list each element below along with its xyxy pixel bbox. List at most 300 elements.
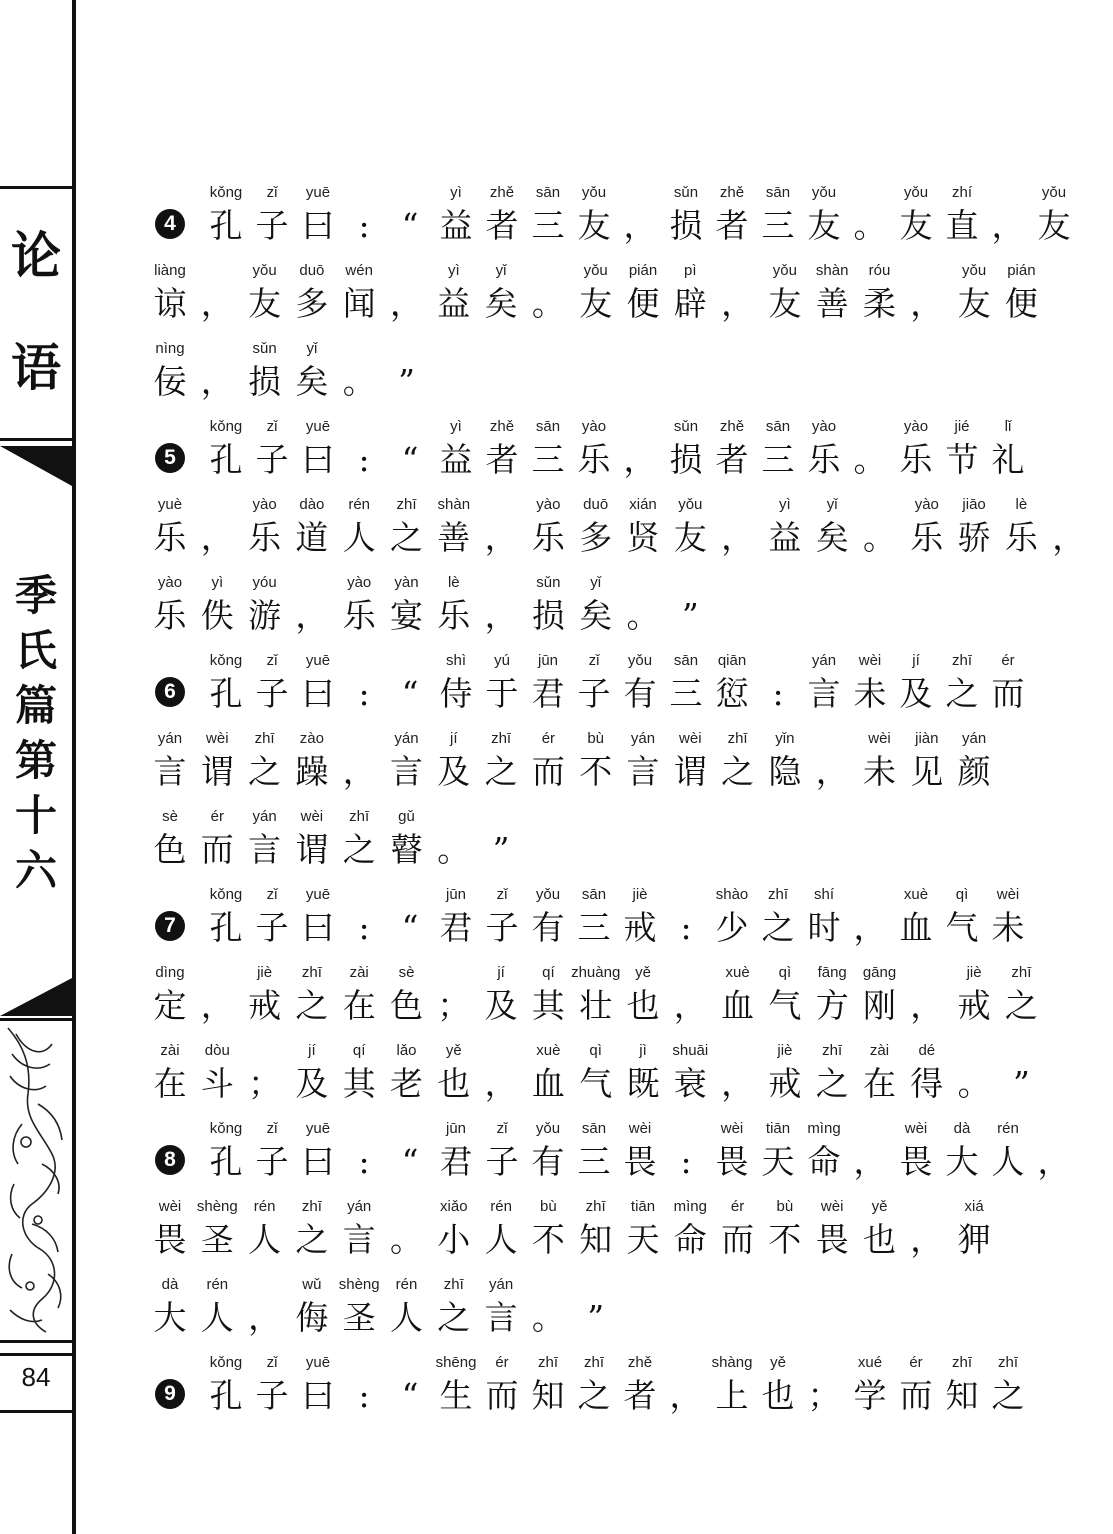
hanzi: 道: [295, 518, 329, 557]
hanzi: 圣: [342, 1298, 376, 1337]
hanzi: 血: [899, 908, 933, 947]
pinyin: yǒu: [1041, 184, 1067, 201]
pinyin: yán: [811, 652, 837, 669]
pinyin: xuè: [725, 964, 750, 981]
hanzi: 畏: [715, 1142, 749, 1181]
hanzi: 多: [579, 518, 613, 557]
hanzi: 子: [255, 440, 289, 479]
ruby-char: [984, 648, 1032, 714]
hanzi: 言: [153, 752, 187, 791]
hanzi: “: [401, 1142, 419, 1181]
pinyin: jūn: [537, 652, 559, 669]
hanzi: 定: [153, 986, 187, 1025]
hanzi: ，: [200, 284, 234, 323]
hanzi: 气: [768, 986, 802, 1025]
pinyin: wèi: [996, 886, 1020, 903]
pinyin: zhī: [767, 886, 788, 903]
hanzi: “: [401, 440, 419, 479]
pinyin: liàng: [154, 262, 186, 279]
pinyin: sān: [673, 652, 699, 669]
pinyin: zǐ: [266, 1354, 278, 1371]
hanzi: ”: [398, 362, 415, 401]
pinyin: zǐ: [266, 1120, 278, 1137]
text-line: [150, 258, 1038, 336]
pinyin: zhī: [537, 1354, 558, 1371]
pinyin: zhī: [254, 730, 275, 747]
pinyin: wèi: [300, 808, 324, 825]
hanzi: 友: [807, 206, 841, 245]
pinyin: yǐ: [590, 574, 602, 591]
text-line: [150, 882, 1025, 960]
pinyin: sān: [535, 184, 561, 201]
hanzi: 其: [531, 986, 565, 1025]
hanzi: 不: [579, 752, 613, 791]
hanzi: 便: [626, 284, 660, 323]
hanzi: 友: [579, 284, 613, 323]
pinyin: duō: [299, 262, 325, 279]
hanzi: 佚: [200, 596, 234, 635]
black-band-bottom: [0, 978, 72, 1016]
pinyin: wèi: [820, 1198, 844, 1215]
pinyin: yuē: [305, 418, 331, 435]
black-band-top: [0, 446, 72, 486]
hanzi: ；: [807, 1376, 841, 1415]
pinyin: zhě: [627, 1354, 653, 1371]
pinyin: qiān: [717, 652, 747, 669]
hanzi: 谓: [200, 752, 234, 791]
hanzi: 乐: [153, 518, 187, 557]
hanzi: ，: [342, 752, 376, 791]
ruby-char: [984, 414, 1032, 480]
hanzi: 瞽: [390, 830, 423, 869]
pinyin: pián: [628, 262, 658, 279]
hanzi: ，: [623, 440, 657, 479]
hanzi: 之: [390, 518, 423, 557]
pinyin: zhī: [727, 730, 748, 747]
hanzi: 便: [1004, 284, 1038, 323]
pinyin: tiān: [630, 1198, 656, 1215]
hanzi: 。: [863, 518, 896, 557]
pinyin: nìng: [155, 340, 185, 357]
pinyin: yǒu: [581, 184, 607, 201]
hanzi: 之: [721, 752, 755, 791]
hanzi: ”: [587, 1298, 605, 1337]
divider: [0, 1410, 76, 1413]
pinyin: tiān: [765, 1120, 791, 1137]
pinyin: yán: [489, 1276, 514, 1293]
pinyin: yào: [347, 574, 372, 591]
hanzi: 曰: [301, 1376, 335, 1415]
pinyin: jūn: [445, 886, 467, 903]
pinyin: dào: [299, 496, 325, 513]
hanzi: 壮: [579, 986, 613, 1025]
pinyin: lǐ: [1004, 418, 1012, 435]
hanzi: 血: [531, 1064, 565, 1103]
pinyin: jì: [639, 1042, 647, 1059]
hanzi: 躁: [295, 752, 329, 791]
hanzi: ，: [1037, 1142, 1071, 1181]
pinyin: sān: [765, 418, 791, 435]
ruby-char: [1030, 1116, 1078, 1182]
pinyin: yǒu: [903, 184, 929, 201]
hanzi: 而: [721, 1220, 755, 1259]
margin-rule: [72, 0, 76, 1534]
hanzi: 隐: [768, 752, 802, 791]
paragraph-number: 4: [155, 209, 185, 239]
hanzi: 而: [485, 1376, 519, 1415]
text-line: [150, 726, 991, 804]
hanzi: 言: [626, 752, 660, 791]
hanzi: 孔: [209, 1142, 243, 1181]
hanzi: 曰: [301, 674, 335, 713]
hanzi: 者: [715, 206, 749, 245]
hanzi: 不: [768, 1220, 802, 1259]
hanzi: ，: [390, 284, 423, 323]
hanzi: 损: [669, 440, 703, 479]
pinyin: zǐ: [266, 652, 278, 669]
pinyin: yàn: [394, 574, 419, 591]
pinyin: sān: [535, 418, 561, 435]
hanzi: ，: [484, 596, 518, 635]
hanzi: 学: [853, 1376, 887, 1415]
pinyin: zhī: [822, 1042, 843, 1059]
hanzi: 畏: [153, 1220, 187, 1259]
pinyin: shàng: [711, 1354, 753, 1371]
pinyin: yán: [630, 730, 656, 747]
pinyin: [646, 570, 734, 596]
pinyin: [977, 1038, 1065, 1064]
hanzi: 闻: [342, 284, 376, 323]
hanzi: ，: [991, 206, 1025, 245]
pinyin: gǔ: [398, 808, 415, 825]
pinyin: yě: [445, 1042, 462, 1059]
hanzi: 骄: [957, 518, 991, 557]
hanzi: 知: [531, 1376, 565, 1415]
pinyin: yǒu: [811, 184, 837, 201]
hanzi: 辟: [673, 284, 707, 323]
hanzi: 之: [1004, 986, 1038, 1025]
pinyin: dòu: [204, 1042, 230, 1059]
pinyin: ér: [210, 808, 224, 825]
hanzi: 子: [255, 908, 289, 947]
hanzi: 柔: [863, 284, 896, 323]
pinyin: yán: [252, 808, 277, 825]
text-line: [150, 1038, 1030, 1116]
hanzi: 曰: [301, 1142, 335, 1181]
pinyin: dìng: [155, 964, 185, 981]
hanzi: 人: [200, 1298, 234, 1337]
hanzi: 方: [815, 986, 849, 1025]
hanzi: 三: [577, 1142, 611, 1181]
hanzi: 。: [531, 284, 565, 323]
text-line: [150, 492, 1086, 570]
pinyin: jí: [450, 730, 458, 747]
pinyin: yào: [581, 418, 607, 435]
text-line: [150, 648, 1025, 726]
hanzi: 时: [807, 908, 841, 947]
hanzi: 大: [153, 1298, 187, 1337]
pinyin: sǔn: [673, 184, 699, 201]
pinyin: zhī: [443, 1276, 464, 1293]
hanzi: ，: [295, 596, 329, 635]
book-title: [0, 200, 72, 424]
pinyin: qì: [589, 1042, 602, 1059]
hanzi: 。: [626, 596, 660, 635]
hanzi: ，: [853, 908, 887, 947]
hanzi: 三: [669, 674, 703, 713]
hanzi: 未: [991, 908, 1025, 947]
pinyin: jiàn: [915, 730, 939, 747]
pinyin: jūn: [445, 1120, 467, 1137]
hanzi: :: [358, 674, 370, 713]
pinyin: sǔn: [673, 418, 699, 435]
ruby-char: [984, 882, 1032, 948]
hanzi: 。: [531, 1298, 565, 1337]
pinyin: yán: [962, 730, 987, 747]
pinyin: qì: [955, 886, 969, 903]
hanzi: 斗: [200, 1064, 234, 1103]
hanzi: 益: [439, 206, 473, 245]
pinyin: yǒu: [535, 1120, 561, 1137]
hanzi: 及: [437, 752, 471, 791]
hanzi: 畏: [623, 1142, 657, 1181]
pinyin: yuē: [305, 184, 331, 201]
pinyin: yǒu: [627, 652, 653, 669]
pinyin: lè: [1015, 496, 1028, 513]
hanzi: :: [358, 908, 370, 947]
hanzi: 知: [579, 1220, 613, 1259]
hanzi: 子: [485, 1142, 519, 1181]
hanzi: 不: [531, 1220, 565, 1259]
hanzi: 曰: [301, 206, 335, 245]
hanzi: 乐: [248, 518, 282, 557]
divider: [0, 1340, 76, 1343]
hanzi: 上: [715, 1376, 749, 1415]
pinyin: shì: [445, 652, 466, 669]
pinyin: qí: [542, 964, 555, 981]
hanzi: :: [358, 1376, 370, 1415]
hanzi: 有: [531, 1142, 565, 1181]
hanzi: 衰: [673, 1064, 707, 1103]
pinyin: yǒu: [772, 262, 797, 279]
text-line: [150, 1116, 1071, 1194]
hanzi: 。: [342, 362, 376, 401]
pinyin: sān: [581, 1120, 607, 1137]
pinyin: zhī: [583, 1354, 604, 1371]
pinyin: zǐ: [496, 1120, 508, 1137]
pinyin: dé: [918, 1042, 936, 1059]
hanzi: 也: [626, 986, 660, 1025]
pinyin: yào: [811, 418, 837, 435]
hanzi: ，: [910, 1220, 944, 1259]
paragraph-number: 5: [155, 443, 185, 473]
pinyin: zhě: [489, 184, 515, 201]
pinyin: dà: [953, 1120, 971, 1137]
pinyin: lè: [447, 574, 460, 591]
hanzi: 君: [439, 1142, 473, 1181]
hanzi: 未: [853, 674, 887, 713]
pinyin: qì: [778, 964, 792, 981]
paragraph-number: 9: [155, 1379, 185, 1409]
hanzi: 在: [342, 986, 376, 1025]
pinyin: rén: [206, 1276, 229, 1293]
ruby-char: [477, 804, 525, 870]
pinyin: lǎo: [396, 1042, 417, 1059]
hanzi: 游: [248, 596, 282, 635]
hanzi: 色: [153, 830, 187, 869]
hanzi: 言: [390, 752, 423, 791]
main-text: [150, 180, 1086, 1428]
text-line: [150, 960, 1038, 1038]
hanzi: 戒: [623, 908, 657, 947]
hanzi: 及: [899, 674, 933, 713]
pinyin: zhuàng: [571, 964, 621, 981]
hanzi: 在: [153, 1064, 187, 1103]
hanzi: 佞: [153, 362, 187, 401]
ruby-char: [1030, 180, 1078, 246]
hanzi: 言: [807, 674, 841, 713]
hanzi: 畏: [899, 1142, 933, 1181]
hanzi: 也: [761, 1376, 795, 1415]
pinyin: sè: [398, 964, 415, 981]
hanzi: 。: [853, 440, 887, 479]
hanzi: ，: [721, 1064, 755, 1103]
hanzi: 孔: [209, 1376, 243, 1415]
pinyin: shèng: [338, 1276, 380, 1293]
hanzi: 天: [761, 1142, 795, 1181]
hanzi: 矣: [484, 284, 518, 323]
hanzi: 节: [945, 440, 979, 479]
pinyin: zhī: [301, 964, 322, 981]
hanzi: 友: [673, 518, 707, 557]
pinyin: yuē: [305, 1354, 331, 1371]
pinyin: xián: [629, 496, 657, 513]
pinyin: zài: [160, 1042, 180, 1059]
hanzi: 曰: [301, 908, 335, 947]
pinyin: qí: [352, 1042, 366, 1059]
hanzi: 损: [248, 362, 282, 401]
pinyin: róu: [868, 262, 891, 279]
hanzi: 。: [853, 206, 887, 245]
hanzi: 畏: [815, 1220, 849, 1259]
pinyin: bù: [540, 1198, 557, 1215]
pinyin: jí: [912, 652, 920, 669]
hanzi: ，: [721, 284, 755, 323]
hanzi: 三: [577, 908, 611, 947]
hanzi: :: [358, 206, 370, 245]
hanzi: 乐: [531, 518, 565, 557]
pinyin: shuāi: [672, 1042, 709, 1059]
hanzi: ，: [721, 518, 755, 557]
hanzi: ，: [910, 284, 944, 323]
hanzi: 者: [623, 1376, 657, 1415]
ruby-char: [572, 1272, 620, 1338]
hanzi: “: [401, 206, 419, 245]
hanzi: ，: [200, 986, 234, 1025]
pinyin: zhī: [951, 652, 972, 669]
pinyin: yào: [157, 574, 183, 591]
pinyin: wèi: [206, 730, 229, 747]
pinyin: wèi: [868, 730, 891, 747]
hanzi: 狎: [957, 1220, 991, 1259]
pinyin: yǐ: [306, 340, 318, 357]
hanzi: 之: [991, 1376, 1025, 1415]
pinyin: jiè: [632, 886, 648, 903]
pinyin: jí: [308, 1042, 316, 1059]
pinyin: jiè: [257, 964, 273, 981]
hanzi: 三: [531, 206, 565, 245]
pinyin: zhí: [951, 184, 972, 201]
pinyin: [1010, 1116, 1098, 1142]
hanzi: 者: [485, 440, 519, 479]
ruby-char: [997, 1038, 1045, 1104]
pinyin: mìng: [807, 1120, 841, 1137]
hanzi: 血: [721, 986, 755, 1025]
pinyin: yán: [347, 1198, 372, 1215]
hanzi: 见: [910, 752, 944, 791]
pinyin: yǐ: [495, 262, 507, 279]
pinyin: xué: [857, 1354, 883, 1371]
hanzi: 颜: [957, 752, 991, 791]
text-line: [150, 570, 940, 648]
hanzi: 也: [437, 1064, 471, 1103]
pinyin: zhě: [719, 418, 745, 435]
pinyin: zhī: [951, 1354, 972, 1371]
pinyin: zǐ: [588, 652, 600, 669]
pinyin: [552, 1272, 640, 1298]
hanzi: 损: [531, 596, 565, 635]
hanzi: 乐: [577, 440, 611, 479]
hanzi: 之: [484, 752, 518, 791]
pinyin: yuē: [305, 886, 331, 903]
hanzi: :: [680, 908, 692, 947]
divider: [0, 438, 76, 441]
hanzi: 谓: [673, 752, 707, 791]
hanzi: 戒: [768, 1064, 802, 1103]
chapter-title-char: 六: [14, 846, 57, 895]
hanzi: 之: [248, 752, 282, 791]
hanzi: 者: [485, 206, 519, 245]
pinyin: sè: [162, 808, 178, 825]
hanzi: 益: [439, 440, 473, 479]
chapter-title: [0, 568, 72, 898]
pinyin: shí: [813, 886, 834, 903]
hanzi: 乐: [807, 440, 841, 479]
hanzi: 谅: [153, 284, 187, 323]
hanzi: 子: [577, 674, 611, 713]
pinyin: kǒng: [209, 652, 243, 669]
pinyin: bù: [776, 1198, 794, 1215]
hanzi: 孔: [209, 908, 243, 947]
pinyin: yǒu: [678, 496, 703, 513]
pinyin: [363, 336, 451, 362]
pinyin: yào: [252, 496, 277, 513]
hanzi: 曰: [301, 440, 335, 479]
hanzi: 有: [531, 908, 565, 947]
pinyin: [457, 804, 545, 830]
chapter-title-char: 篇: [14, 681, 57, 730]
text-line: [150, 1350, 1025, 1428]
hanzi: 友: [768, 284, 802, 323]
pinyin: yǒu: [962, 262, 987, 279]
pinyin: sān: [581, 886, 607, 903]
pinyin: zhī: [301, 1198, 322, 1215]
pinyin: shèng: [196, 1198, 238, 1215]
hanzi: ，: [484, 1064, 518, 1103]
pinyin: [1025, 492, 1113, 518]
pinyin: yào: [903, 418, 929, 435]
hanzi: ，: [623, 206, 657, 245]
